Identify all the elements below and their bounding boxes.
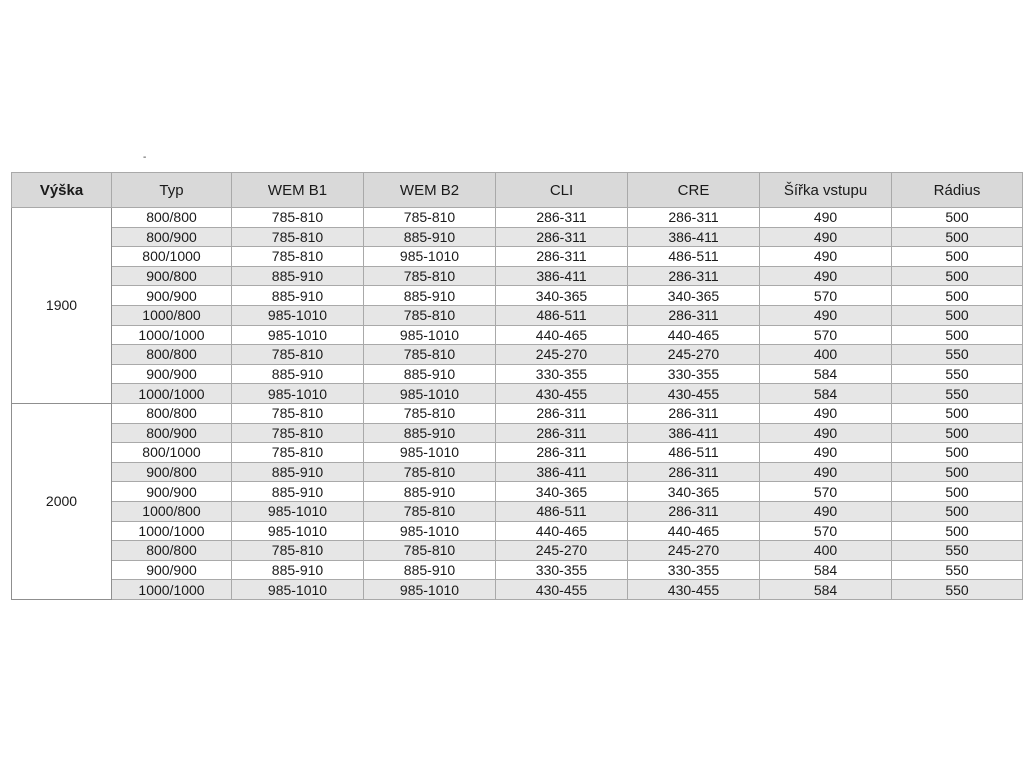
header-row	[12, 173, 1023, 208]
table-cell: 486-511	[496, 305, 628, 325]
table-cell: 500	[892, 501, 1023, 521]
table-cell: 900/900	[112, 482, 232, 502]
table-cell: 885-910	[364, 560, 496, 580]
table-cell: 785-810	[364, 501, 496, 521]
table-row	[12, 423, 1023, 443]
table-cell: 985-1010	[232, 384, 364, 404]
table-cell: 286-311	[628, 462, 760, 482]
table-cell: 430-455	[628, 384, 760, 404]
table-cell: 430-455	[496, 580, 628, 600]
table-cell: 985-1010	[232, 501, 364, 521]
table-cell: 490	[760, 305, 892, 325]
table-cell: 286-311	[496, 247, 628, 267]
table-cell: 490	[760, 247, 892, 267]
table-header	[12, 173, 1023, 208]
table-cell: 386-411	[496, 266, 628, 286]
table-cell: 785-810	[232, 423, 364, 443]
table-cell: 900/900	[112, 364, 232, 384]
table-row	[12, 580, 1023, 600]
table-cell: 584	[760, 364, 892, 384]
table-cell: 440-465	[628, 325, 760, 345]
table-row	[12, 560, 1023, 580]
table-cell: 885-910	[232, 560, 364, 580]
table-row	[12, 403, 1023, 423]
table-row	[12, 247, 1023, 267]
table-cell: 785-810	[232, 247, 364, 267]
table-cell: 885-910	[364, 482, 496, 502]
table-row	[12, 384, 1023, 404]
table-group	[12, 208, 1023, 404]
table-cell: 570	[760, 482, 892, 502]
table-cell: 486-511	[496, 501, 628, 521]
table-cell: 584	[760, 384, 892, 404]
table-cell: 286-311	[496, 227, 628, 247]
table-row	[12, 286, 1023, 306]
table-cell: 985-1010	[232, 305, 364, 325]
table-cell: 490	[760, 227, 892, 247]
header-sirka-vstupu: Šířka vstupu	[760, 173, 892, 208]
table-cell: 800/1000	[112, 247, 232, 267]
header-cli: CLI	[496, 173, 628, 208]
table-cell: 785-810	[232, 541, 364, 561]
header-cre: CRE	[628, 173, 760, 208]
height-cell: 1900	[12, 208, 112, 404]
table-cell: 985-1010	[364, 521, 496, 541]
table-row	[12, 541, 1023, 561]
table-row	[12, 482, 1023, 502]
table-cell: 386-411	[628, 423, 760, 443]
header-radius: Rádius	[892, 173, 1023, 208]
table-cell: 490	[760, 443, 892, 463]
table-cell: 885-910	[232, 462, 364, 482]
table-cell: 386-411	[496, 462, 628, 482]
header-typ: Typ	[112, 173, 232, 208]
table-cell: 1000/1000	[112, 384, 232, 404]
table-cell: 785-810	[364, 541, 496, 561]
table-cell: 885-910	[232, 266, 364, 286]
table-cell: 440-465	[496, 521, 628, 541]
table-row	[12, 462, 1023, 482]
table-cell: 500	[892, 403, 1023, 423]
table-cell: 800/900	[112, 423, 232, 443]
table-cell: 584	[760, 580, 892, 600]
table-row	[12, 325, 1023, 345]
table-cell: 245-270	[496, 541, 628, 561]
table-cell: 340-365	[496, 286, 628, 306]
table-cell: 800/800	[112, 403, 232, 423]
table-cell: 490	[760, 423, 892, 443]
table-row	[12, 266, 1023, 286]
table-cell: 500	[892, 443, 1023, 463]
table-cell: 340-365	[628, 482, 760, 502]
table-cell: 440-465	[496, 325, 628, 345]
table-cell: 550	[892, 345, 1023, 365]
dimensions-table	[11, 172, 1023, 600]
table-cell: 550	[892, 560, 1023, 580]
table-cell: 550	[892, 364, 1023, 384]
table-cell: 340-365	[628, 286, 760, 306]
table-row	[12, 443, 1023, 463]
table-group	[12, 403, 1023, 599]
table-cell: 490	[760, 462, 892, 482]
table-cell: 490	[760, 501, 892, 521]
table-cell: 900/900	[112, 560, 232, 580]
table-cell: 286-311	[628, 266, 760, 286]
table-cell: 500	[892, 305, 1023, 325]
table-cell: 550	[892, 580, 1023, 600]
table-cell: 286-311	[628, 208, 760, 228]
table-cell: 570	[760, 286, 892, 306]
table-cell: 785-810	[232, 443, 364, 463]
table-cell: 430-455	[628, 580, 760, 600]
table-cell: 500	[892, 247, 1023, 267]
table-cell: 286-311	[496, 443, 628, 463]
table-cell: 1000/1000	[112, 521, 232, 541]
table-cell: 800/800	[112, 345, 232, 365]
table-row	[12, 501, 1023, 521]
table-cell: 1000/1000	[112, 580, 232, 600]
table-cell: 785-810	[232, 345, 364, 365]
table-cell: 985-1010	[364, 384, 496, 404]
table-cell: 1000/800	[112, 501, 232, 521]
table-cell: 785-810	[364, 266, 496, 286]
table-cell: 500	[892, 208, 1023, 228]
table-cell: 490	[760, 208, 892, 228]
table-cell: 785-810	[364, 345, 496, 365]
table-cell: 330-355	[496, 560, 628, 580]
table-row	[12, 227, 1023, 247]
table-cell: 500	[892, 266, 1023, 286]
stray-mark: -	[143, 152, 147, 163]
header-vyska: Výška	[12, 173, 112, 208]
table-cell: 570	[760, 325, 892, 345]
table-cell: 785-810	[364, 305, 496, 325]
table-cell: 245-270	[628, 345, 760, 365]
table-cell: 500	[892, 462, 1023, 482]
table-cell: 885-910	[364, 364, 496, 384]
table-cell: 900/800	[112, 462, 232, 482]
table-cell: 386-411	[628, 227, 760, 247]
table-cell: 785-810	[232, 403, 364, 423]
table-cell: 490	[760, 403, 892, 423]
table-cell: 885-910	[364, 286, 496, 306]
table-cell: 286-311	[496, 403, 628, 423]
table-cell: 885-910	[232, 482, 364, 502]
table-cell: 500	[892, 227, 1023, 247]
table-cell: 500	[892, 286, 1023, 306]
table-cell: 286-311	[628, 305, 760, 325]
table-cell: 800/800	[112, 208, 232, 228]
table-cell: 286-311	[628, 501, 760, 521]
table-cell: 245-270	[496, 345, 628, 365]
table-cell: 985-1010	[364, 580, 496, 600]
table-cell: 340-365	[496, 482, 628, 502]
table-row	[12, 521, 1023, 541]
table-cell: 486-511	[628, 247, 760, 267]
table-cell: 400	[760, 345, 892, 365]
table-cell: 330-355	[628, 364, 760, 384]
table-cell: 1000/1000	[112, 325, 232, 345]
table-cell: 286-311	[496, 423, 628, 443]
table-cell: 785-810	[364, 462, 496, 482]
table-cell: 500	[892, 521, 1023, 541]
table-cell: 400	[760, 541, 892, 561]
table-cell: 486-511	[628, 443, 760, 463]
table-row	[12, 364, 1023, 384]
table-cell: 800/1000	[112, 443, 232, 463]
table-cell: 286-311	[628, 403, 760, 423]
table-cell: 800/900	[112, 227, 232, 247]
table-cell: 785-810	[232, 227, 364, 247]
table-cell: 500	[892, 325, 1023, 345]
table-cell: 985-1010	[232, 521, 364, 541]
table-cell: 500	[892, 482, 1023, 502]
table-cell: 985-1010	[232, 325, 364, 345]
table-cell: 885-910	[364, 423, 496, 443]
table-row	[12, 305, 1023, 325]
table-cell: 584	[760, 560, 892, 580]
table-cell: 550	[892, 541, 1023, 561]
table-cell: 1000/800	[112, 305, 232, 325]
table-cell: 286-311	[496, 208, 628, 228]
table-cell: 985-1010	[364, 247, 496, 267]
table-cell: 785-810	[364, 208, 496, 228]
table-cell: 900/800	[112, 266, 232, 286]
table-cell: 900/900	[112, 286, 232, 306]
table-cell: 885-910	[232, 286, 364, 306]
table-cell: 330-355	[628, 560, 760, 580]
table-cell: 800/800	[112, 541, 232, 561]
table-cell: 490	[760, 266, 892, 286]
header-wem-b1: WEM B1	[232, 173, 364, 208]
height-cell: 2000	[12, 403, 112, 599]
table-cell: 985-1010	[364, 443, 496, 463]
table-cell: 550	[892, 384, 1023, 404]
table-cell: 885-910	[232, 364, 364, 384]
table-cell: 430-455	[496, 384, 628, 404]
table-cell: 330-355	[496, 364, 628, 384]
table-cell: 885-910	[364, 227, 496, 247]
table-cell: 985-1010	[232, 580, 364, 600]
header-wem-b2: WEM B2	[364, 173, 496, 208]
table-cell: 785-810	[364, 403, 496, 423]
table-cell: 785-810	[232, 208, 364, 228]
table-cell: 440-465	[628, 521, 760, 541]
table-cell: 245-270	[628, 541, 760, 561]
table-row	[12, 345, 1023, 365]
table-cell: 985-1010	[364, 325, 496, 345]
table-cell: 500	[892, 423, 1023, 443]
table-row	[12, 208, 1023, 228]
table-cell: 570	[760, 521, 892, 541]
